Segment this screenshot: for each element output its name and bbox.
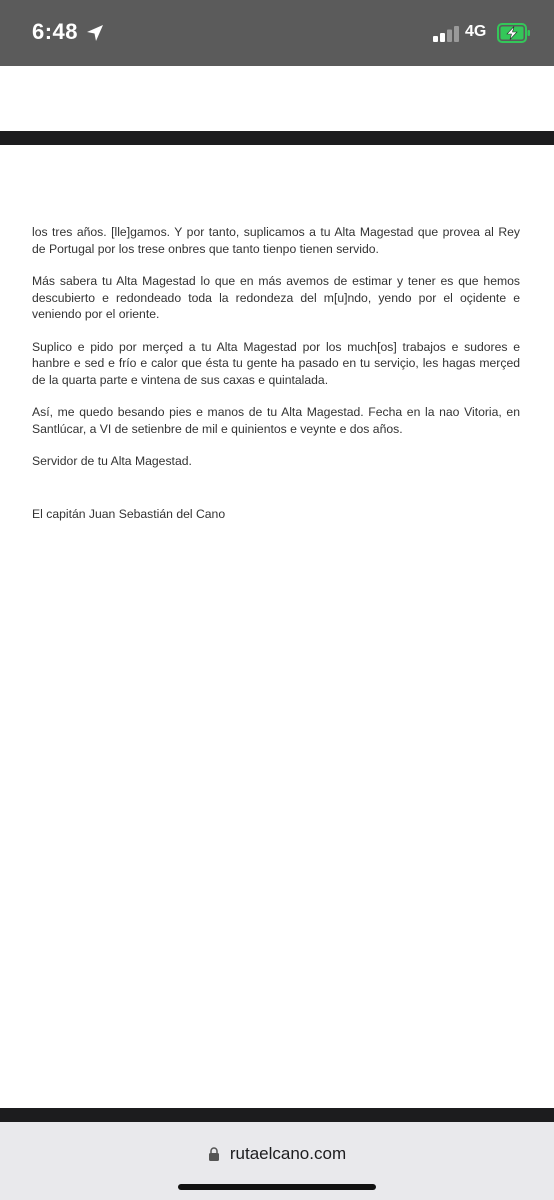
letter-signature: El capitán Juan Sebastián del Cano — [32, 506, 226, 521]
url-text[interactable]: rutaelcano.com — [229, 1144, 347, 1163]
network-type: 4G — [465, 23, 487, 40]
letter-paragraph: Servidor de tu Alta Magestad. — [32, 454, 192, 468]
status-time: 6:48 — [32, 19, 79, 44]
letter-paragraph: los tres años. [lle]gamos. Y por tanto, suplicamos a tu Alta Magestad que provea al Rey de Portugal por los trese onbres que tanto tienpo tienen servido. — [32, 225, 520, 256]
status-bar — [0, 0, 554, 66]
page-header-band — [0, 131, 554, 145]
url-field[interactable] — [0, 1142, 554, 1166]
home-indicator[interactable] — [178, 1184, 376, 1190]
letter-paragraph: Suplico e pido por merçed a tu Alta Magestad por los much[os] trabajos e sudores e hanbre e sed e frío e calor que ésta tu gente ha pasado en tu serviçio, les hagas merçed de la quarta parte e vintena de sus caxas e quintalada. — [32, 339, 520, 387]
letter-paragraph: Más sabera tu Alta Magestad lo que en más avemos de estimar y tener es que hemos descubierto e redondeado toda la redondeza del m[u]ndo, yendo por el oçidente e veniendo por el oriente. — [32, 274, 520, 321]
signal-bars-icon — [433, 26, 461, 42]
letter-body — [32, 224, 520, 538]
location-arrow-icon — [86, 24, 104, 42]
page-footer-band — [0, 1108, 554, 1122]
battery-charging-icon — [497, 22, 531, 44]
letter-paragraph: Así, me quedo besando pies e manos de tu Alta Magestad. Fecha en la nao Vitoria, en Santlúcar, a VI de setienbre de mil e quinientos e veynte e dos años. — [32, 405, 520, 436]
lock-icon — [208, 1147, 220, 1161]
